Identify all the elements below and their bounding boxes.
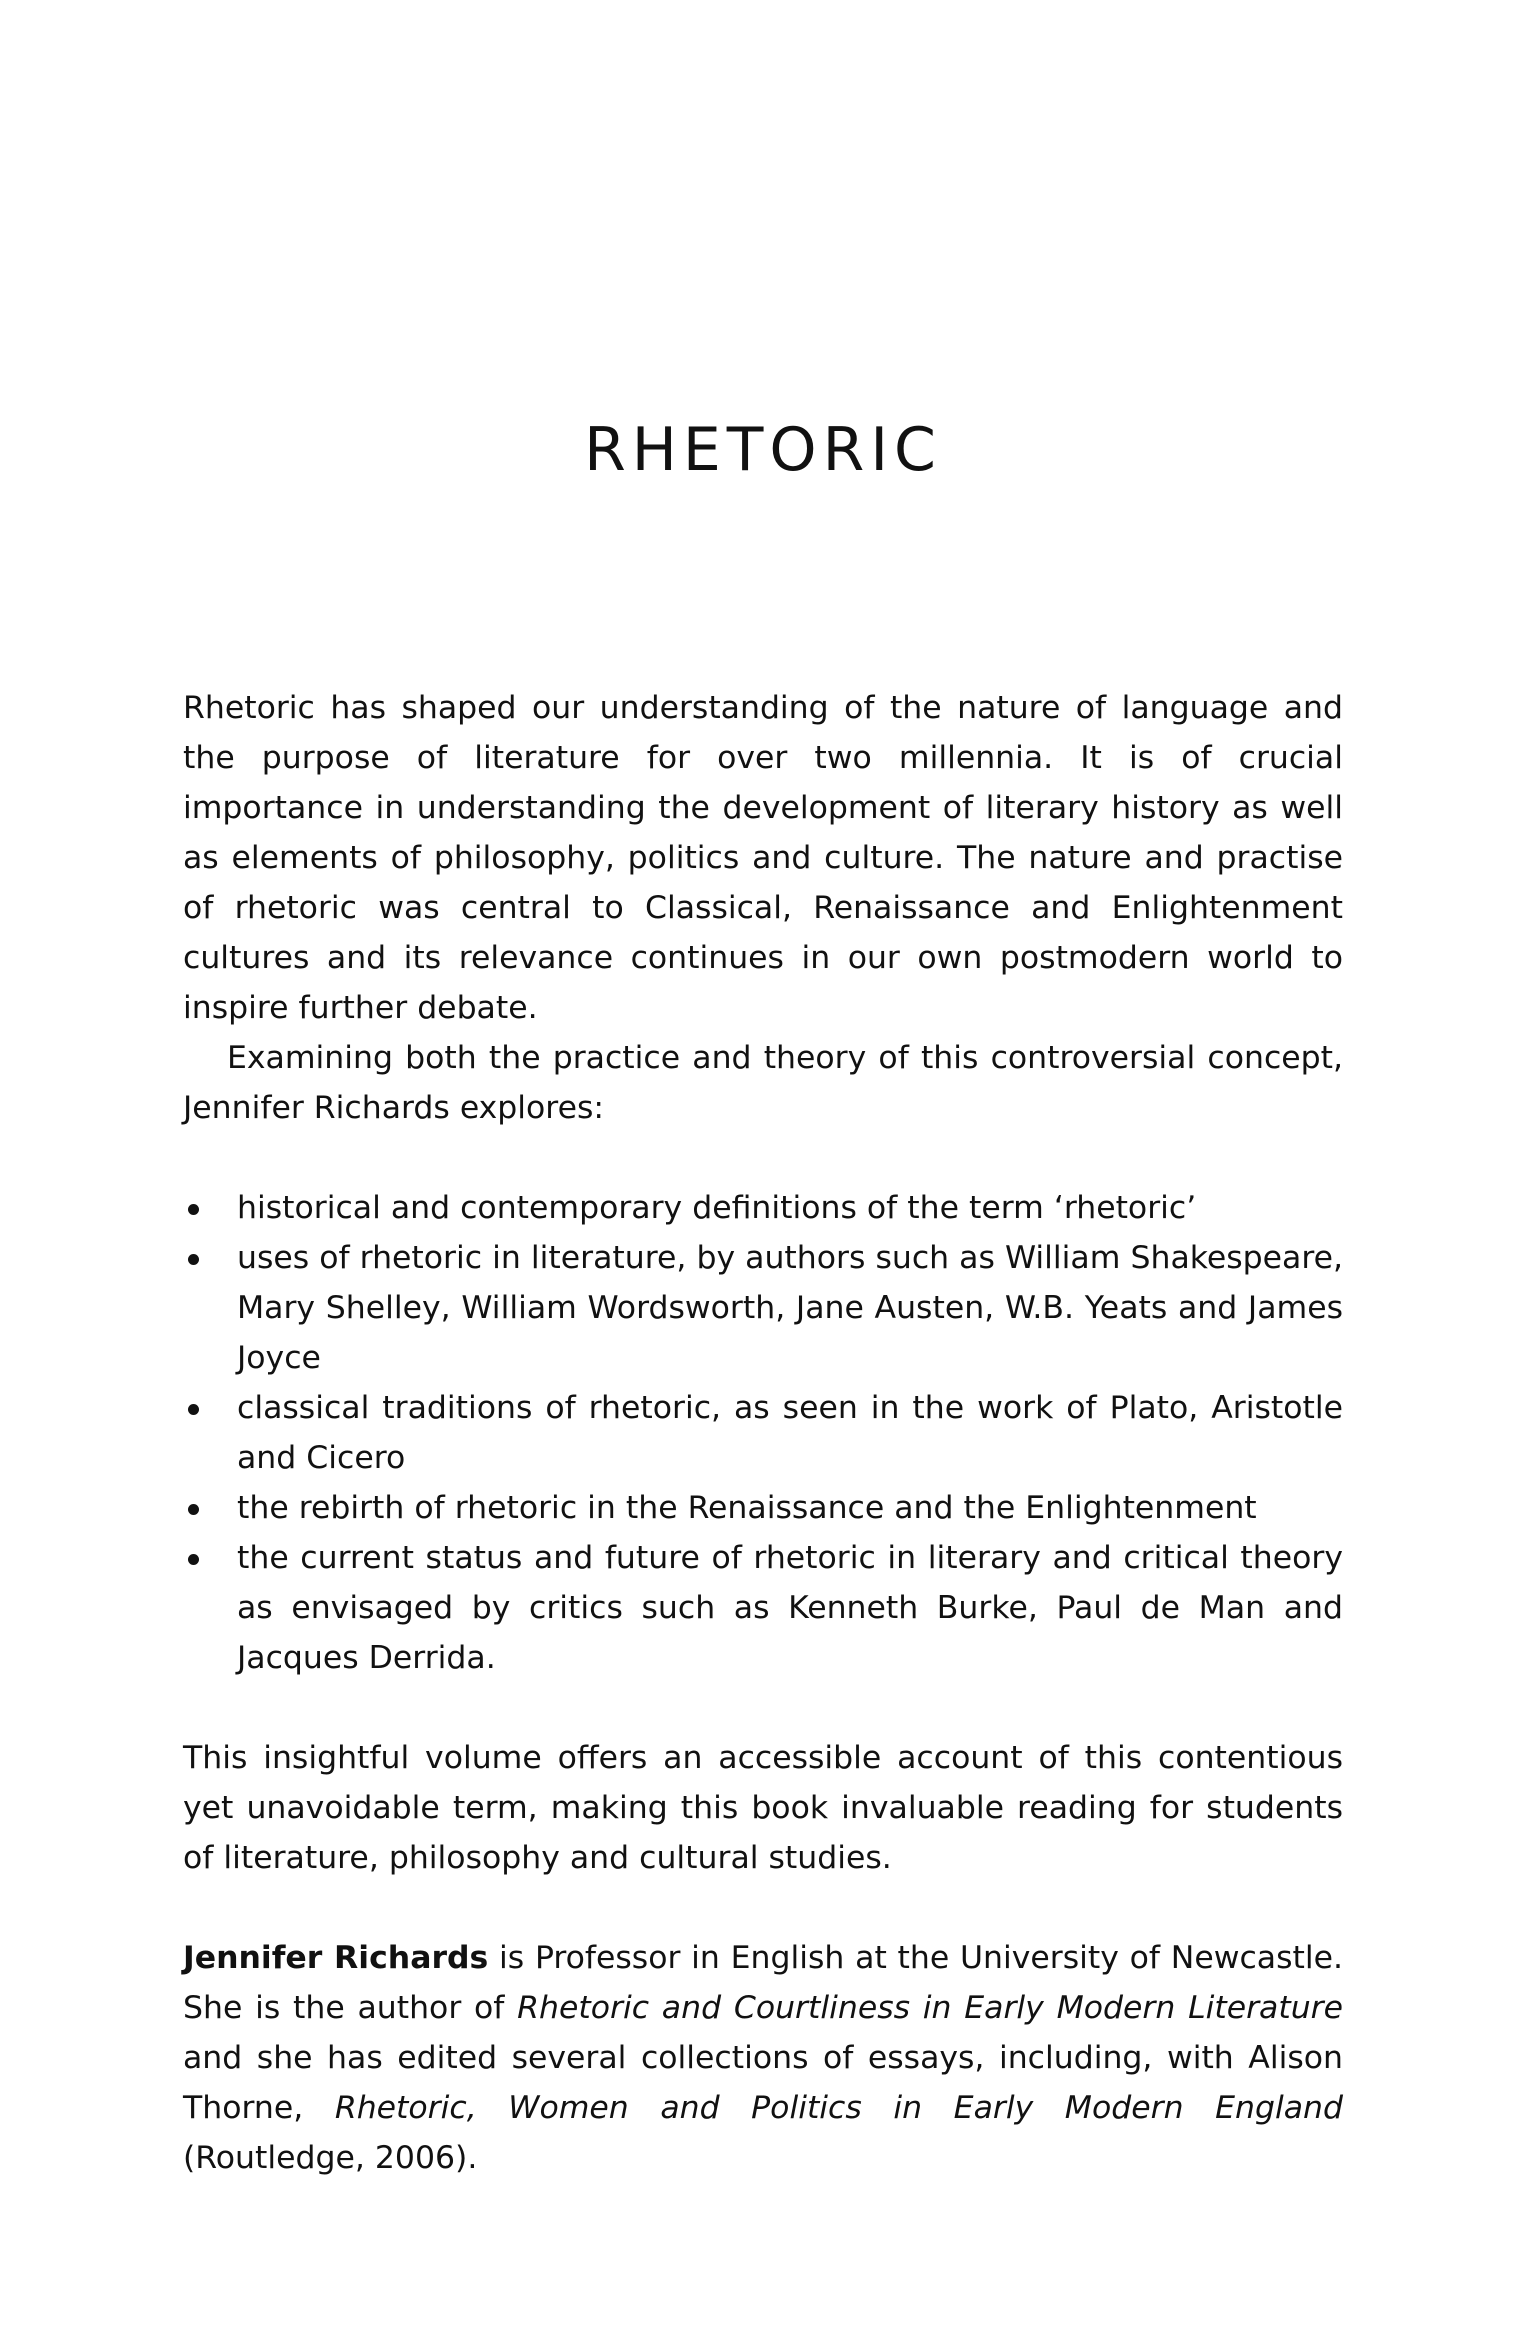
page-title: RHETORIC [584, 415, 942, 485]
bullet-icon [188, 1404, 199, 1415]
list-item-text: the current status and future of rhetoric in literary and critical theory as envisaged by critics such as Kenneth Burke, Paul de Man and Jacques Derrida. [237, 1540, 1343, 1676]
book-title-2: Rhetoric, Women and Politics in Early Modern England [334, 2090, 1343, 2126]
author-bio-text-1: is Professor in English at the University of Newcastle. She is the author of [183, 1940, 1343, 2026]
author-bio-text-3: (Routledge, 2006). [183, 2140, 478, 2176]
intro-paragraph-1: Rhetoric has shaped our understanding of the nature of language and the purpose of literature for over two millennia. It is of crucial importance in understanding the development of literary history as well as elements of philosophy, politics and culture. The nature and practise of rhetoric was central to Classical, Renaissance and Enlightenment cultures and its relevance continues in our own postmodern world to inspire further debate. [183, 690, 1343, 1026]
list-item [183, 1483, 1343, 1533]
list-item [183, 1233, 1343, 1383]
summary-paragraph: This insightful volume offers an accessible account of this contentious yet unavoidable term, making this book invaluable reading for students of literature, philosophy and cultural studies. [183, 1740, 1343, 1876]
list-item-text: uses of rhetoric in literature, by authors such as William Shakespeare, Mary Shelley, William Wordsworth, Jane Austen, W.B. Yeats and James Joyce [237, 1240, 1343, 1376]
list-item-text: the rebirth of rhetoric in the Renaissance and the Enlightenment [237, 1490, 1257, 1526]
book-back-cover-page [183, 0, 1343, 2339]
author-bio-paragraph [183, 1933, 1343, 2183]
list-item [183, 1183, 1343, 1233]
list-item-text: classical traditions of rhetoric, as seen in the work of Plato, Aristotle and Cicero [237, 1390, 1343, 1476]
bullet-icon [188, 1254, 199, 1265]
list-item [183, 1383, 1343, 1483]
topics-list [183, 1183, 1343, 1683]
bullet-icon [188, 1554, 199, 1565]
author-name: Jennifer Richards [183, 1940, 489, 1976]
intro-paragraph-2: Examining both the practice and theory of this controversial concept, Jennifer Richards explores: [183, 1040, 1343, 1126]
list-item [183, 1533, 1343, 1683]
book-title-1: Rhetoric and Courtliness in Early Modern Literature [517, 1990, 1344, 2026]
description-text [183, 683, 1343, 2183]
list-item-text: historical and contemporary definitions of the term ‘rhetoric’ [237, 1190, 1197, 1226]
paragraph-spacer [183, 1883, 1343, 1933]
bullet-icon [188, 1204, 199, 1215]
bullet-icon [188, 1504, 199, 1515]
author-bio-text-2: and she has edited several collections of essays, including, with Alison Thorne, [183, 2040, 1343, 2126]
